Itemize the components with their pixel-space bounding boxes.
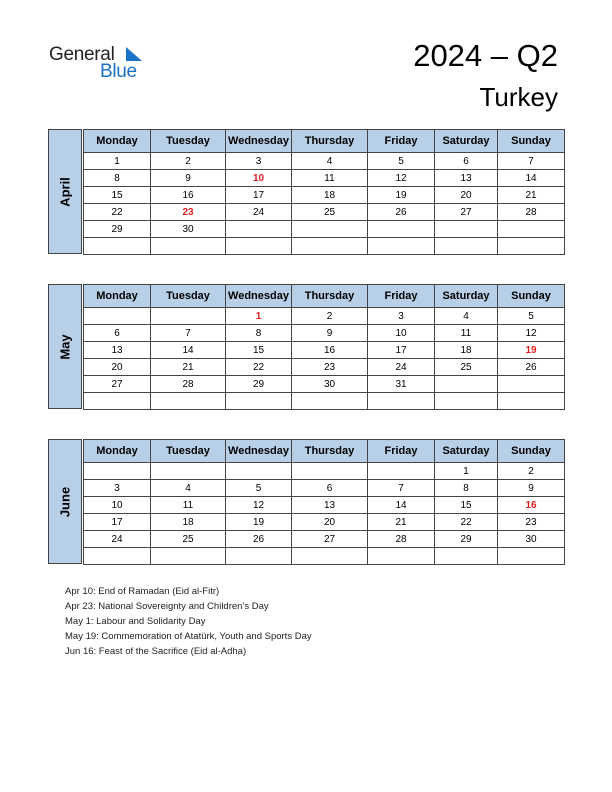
week-row [84,342,565,359]
calendar-table [83,284,565,410]
holiday-notes [65,584,312,659]
day-cell: 18 [151,514,226,531]
day-cell: 15 [84,187,151,204]
day-cell: 1 [84,153,151,170]
day-cell: 20 [84,359,151,376]
week-row [84,359,565,376]
month-label [48,284,82,409]
weekday-header-row [84,440,565,463]
week-row [84,548,565,565]
logo-triangle-icon [126,47,142,61]
weekday-header: Monday [84,440,151,463]
day-cell [226,393,292,410]
day-cell: 3 [368,308,435,325]
day-cell: 11 [435,325,498,342]
country-name: Turkey [479,82,558,112]
day-cell: 5 [368,153,435,170]
day-cell [151,393,226,410]
day-cell: 5 [226,480,292,497]
day-cell: 28 [498,204,565,221]
day-cell [84,238,151,255]
day-cell [292,238,368,255]
day-cell [226,221,292,238]
week-row [84,463,565,480]
day-cell [226,548,292,565]
week-row [84,325,565,342]
week-row [84,221,565,238]
day-cell: 19 [368,187,435,204]
day-cell: 5 [498,308,565,325]
day-cell: 3 [226,153,292,170]
day-cell: 21 [368,514,435,531]
day-cell: 26 [226,531,292,548]
day-cell: 11 [292,170,368,187]
day-cell [151,463,226,480]
day-cell: 2 [498,463,565,480]
day-cell [84,393,151,410]
day-cell: 19 [226,514,292,531]
day-cell: 27 [292,531,368,548]
day-cell: 28 [368,531,435,548]
day-cell: 8 [226,325,292,342]
day-cell: 7 [368,480,435,497]
day-cell: 21 [151,359,226,376]
day-cell: 28 [151,376,226,393]
day-cell [435,548,498,565]
day-cell [498,238,565,255]
weekday-header: Thursday [292,440,368,463]
day-cell [368,463,435,480]
weekday-header: Tuesday [151,285,226,308]
day-cell: 11 [151,497,226,514]
day-cell [368,548,435,565]
day-cell: 6 [84,325,151,342]
weekday-header-row [84,285,565,308]
day-cell: 18 [292,187,368,204]
day-cell: 12 [226,497,292,514]
day-cell: 22 [226,359,292,376]
month-name: June [57,486,73,517]
day-cell: 17 [368,342,435,359]
day-cell: 1 [435,463,498,480]
page-title: 2024 – Q2 [413,38,558,73]
day-cell: 14 [498,170,565,187]
day-cell: 16 [498,497,565,514]
holiday-note: May 19: Commemoration of Atatürk, Youth and Sports Day [65,631,312,642]
week-row [84,153,565,170]
day-cell: 22 [84,204,151,221]
week-row [84,376,565,393]
week-row [84,308,565,325]
day-cell: 6 [435,153,498,170]
day-cell: 2 [151,153,226,170]
day-cell [498,221,565,238]
week-row [84,531,565,548]
calendar-table [83,129,565,255]
holiday-note: May 1: Labour and Solidarity Day [65,616,206,627]
day-cell [292,221,368,238]
weekday-header: Sunday [498,130,565,153]
day-cell: 10 [84,497,151,514]
weekday-header: Tuesday [151,130,226,153]
day-cell [292,393,368,410]
week-row [84,480,565,497]
day-cell [151,308,226,325]
day-cell: 12 [498,325,565,342]
generalblue-logo [49,44,149,84]
day-cell: 14 [151,342,226,359]
week-row [84,187,565,204]
weekday-header: Friday [368,130,435,153]
day-cell: 29 [226,376,292,393]
weekday-header: Thursday [292,285,368,308]
day-cell [435,238,498,255]
day-cell: 4 [435,308,498,325]
day-cell [435,221,498,238]
weekday-header: Saturday [435,285,498,308]
day-cell: 10 [368,325,435,342]
weekday-header: Wednesday [226,440,292,463]
day-cell: 10 [226,170,292,187]
weekday-header: Friday [368,285,435,308]
day-cell: 3 [84,480,151,497]
week-row [84,514,565,531]
calendar-table [83,439,565,565]
day-cell: 13 [292,497,368,514]
day-cell [435,376,498,393]
day-cell: 12 [368,170,435,187]
weekday-header: Thursday [292,130,368,153]
day-cell: 1 [226,308,292,325]
weekday-header: Sunday [498,440,565,463]
day-cell: 7 [151,325,226,342]
day-cell: 8 [435,480,498,497]
day-cell: 16 [151,187,226,204]
day-cell: 4 [151,480,226,497]
holiday-note: Apr 10: End of Ramadan (Eid al-Fitr) [65,586,220,597]
day-cell: 17 [226,187,292,204]
day-cell [84,463,151,480]
day-cell: 19 [498,342,565,359]
weekday-header: Friday [368,440,435,463]
weekday-header: Wednesday [226,130,292,153]
logo-text-blue: Blue [100,61,137,82]
day-cell [498,376,565,393]
day-cell: 25 [292,204,368,221]
day-cell: 17 [84,514,151,531]
day-cell [84,548,151,565]
day-cell [368,221,435,238]
weekday-header: Sunday [498,285,565,308]
day-cell: 20 [292,514,368,531]
day-cell [498,548,565,565]
day-cell: 20 [435,187,498,204]
logo-text-general: General [49,44,115,65]
day-cell [226,463,292,480]
day-cell: 9 [151,170,226,187]
day-cell: 24 [226,204,292,221]
day-cell [226,238,292,255]
day-cell: 16 [292,342,368,359]
day-cell: 27 [435,204,498,221]
day-cell: 30 [498,531,565,548]
day-cell: 30 [151,221,226,238]
month-label [48,439,82,564]
day-cell: 15 [226,342,292,359]
holiday-note: Jun 16: Feast of the Sacrifice (Eid al-Adha) [65,646,247,657]
month-name: April [57,176,73,207]
day-cell: 18 [435,342,498,359]
week-row [84,170,565,187]
weekday-header: Saturday [435,440,498,463]
day-cell: 4 [292,153,368,170]
day-cell: 25 [151,531,226,548]
day-cell: 13 [84,342,151,359]
day-cell: 14 [368,497,435,514]
day-cell: 23 [498,514,565,531]
day-cell: 29 [435,531,498,548]
day-cell [435,393,498,410]
day-cell [151,238,226,255]
day-cell: 13 [435,170,498,187]
weekday-header: Monday [84,285,151,308]
day-cell: 24 [84,531,151,548]
day-cell: 6 [292,480,368,497]
weekday-header: Saturday [435,130,498,153]
month-name: May [57,333,73,360]
weekday-header: Monday [84,130,151,153]
weekday-header-row [84,130,565,153]
day-cell [84,308,151,325]
day-cell: 23 [151,204,226,221]
day-cell: 25 [435,359,498,376]
week-row [84,497,565,514]
day-cell: 7 [498,153,565,170]
day-cell: 26 [498,359,565,376]
day-cell: 21 [498,187,565,204]
day-cell: 27 [84,376,151,393]
day-cell [292,548,368,565]
weekday-header: Wednesday [226,285,292,308]
day-cell: 24 [368,359,435,376]
day-cell [498,393,565,410]
holiday-note: Apr 23: National Sovereignty and Children’s Day [65,601,269,612]
day-cell: 26 [368,204,435,221]
month-label [48,129,82,254]
day-cell [292,463,368,480]
day-cell: 8 [84,170,151,187]
week-row [84,238,565,255]
day-cell: 23 [292,359,368,376]
day-cell [368,238,435,255]
week-row [84,204,565,221]
day-cell: 31 [368,376,435,393]
day-cell: 29 [84,221,151,238]
day-cell: 15 [435,497,498,514]
day-cell: 22 [435,514,498,531]
day-cell: 9 [292,325,368,342]
day-cell: 2 [292,308,368,325]
weekday-header: Tuesday [151,440,226,463]
week-row [84,393,565,410]
day-cell [151,548,226,565]
day-cell: 9 [498,480,565,497]
day-cell [368,393,435,410]
day-cell: 30 [292,376,368,393]
